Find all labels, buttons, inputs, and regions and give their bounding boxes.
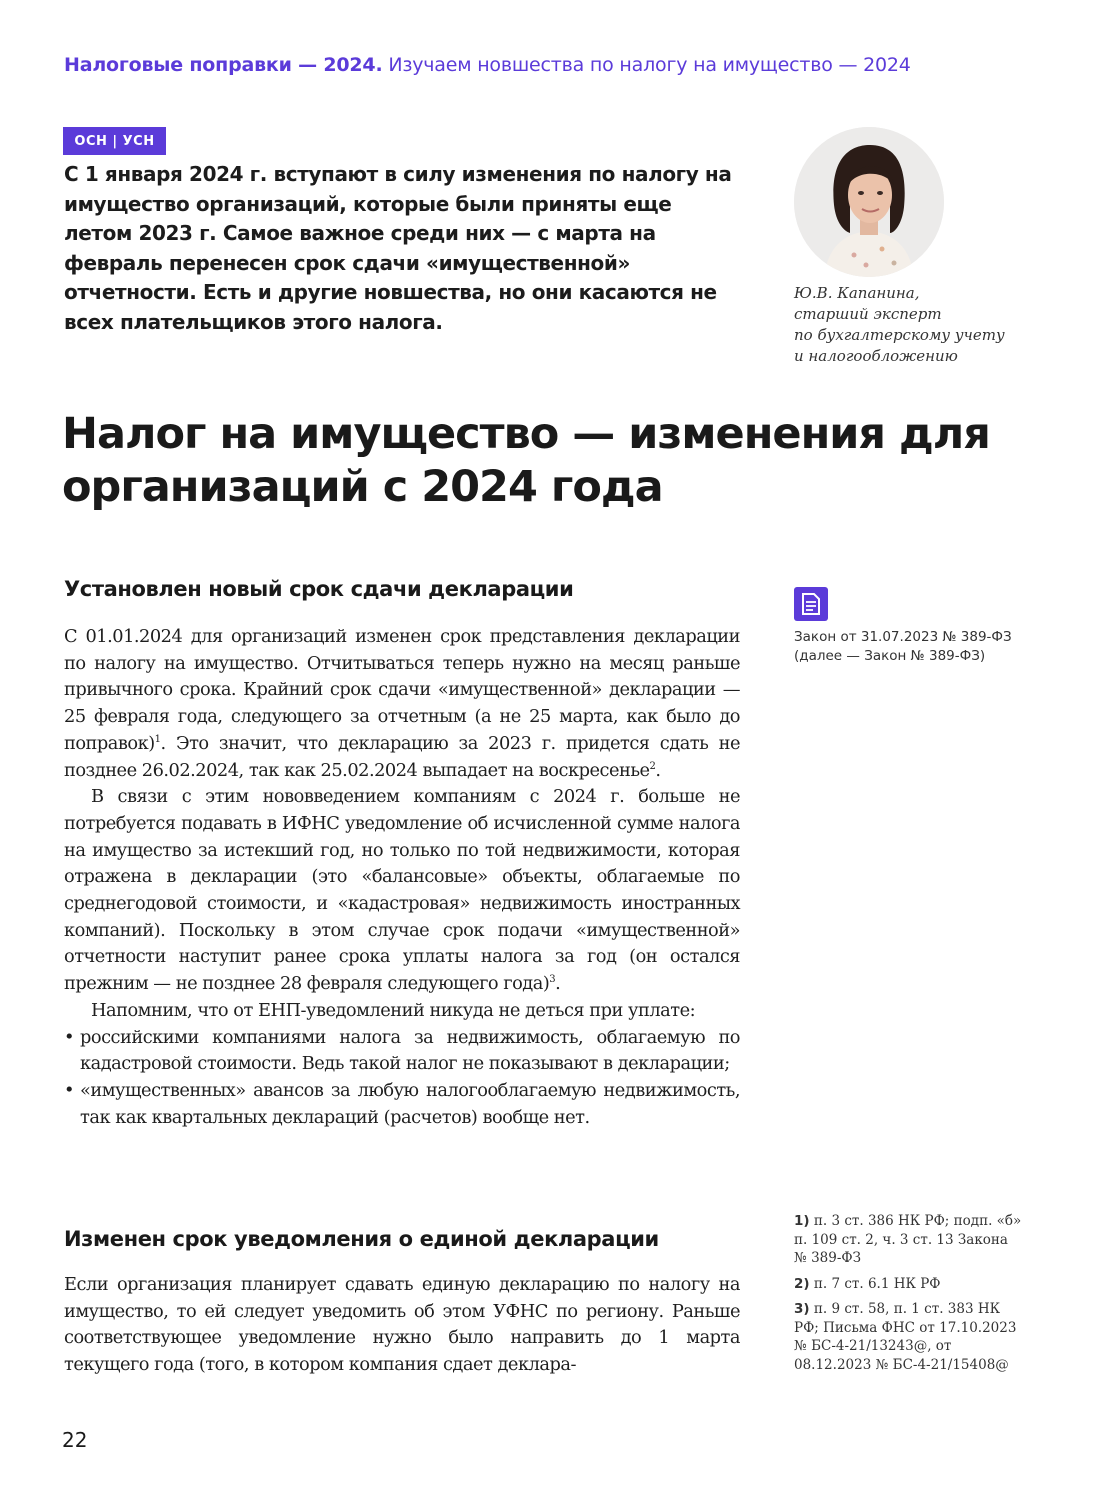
footnote-ref[interactable]: 1 [154, 733, 161, 745]
lead-paragraph: С 1 января 2024 г. вступают в силу изменения по налогу на имущество организаций, которые были приняты еще летом 2023 г. Самое важное среди них — с марта на февраль перенесен срок сдачи «имущественной» отчетности. Есть и другие новшества, но они касаются не всех плательщиков этого налога. [64, 162, 732, 334]
author-position-line: старший эксперт [794, 305, 942, 323]
section-heading-notification: Изменен срок уведомления о единой декларации [64, 1227, 659, 1251]
paragraph: Напомним, что от ЕНП-уведомлений никуда не деться при уплате: [91, 999, 696, 1021]
author-portrait-icon [794, 127, 944, 277]
section-body-deadline [64, 624, 740, 1131]
law-abbrev: (далее — Закон № 389-ФЗ) [794, 648, 986, 664]
article-title: Налог на имущество — изменения для организаций с 2024 года [62, 409, 990, 512]
tax-regime-badge: ОСН | УСН [63, 127, 166, 155]
list-item: • российскими компаниями налога за недвижимость, облагаемую по кадастровой стоимости. Ведь такой налог не показывают в декларации; [64, 1026, 740, 1075]
law-reference-note [794, 628, 1054, 666]
author-position-line: и налогообложению [794, 347, 958, 365]
author-photo [794, 127, 944, 277]
author-name: Ю.В. Капанина, [794, 284, 920, 302]
footnotes [794, 1212, 1024, 1381]
footnote-ref[interactable]: 3 [549, 974, 556, 986]
section-title: Изучаем новшества по налогу на имущество — 2024 [388, 54, 911, 76]
bullet-icon: • [64, 1079, 74, 1101]
footnote: 3) п. 9 ст. 58, п. 1 ст. 383 НК РФ; Письма ФНС от 17.10.2023 № БС-4-21/13243@, от 08.12.2023 № БС-4-21/15408@ [794, 1301, 1017, 1373]
paragraph: В связи с этим нововведением компаниям с 2024 г. больше не потребуется подавать в ИФНС уведомление об исчисленной сумме налога на имущество за истекший год, но только по той недвижимости, которая отражена в декларации (это «балансовые» объекты, облагаемые по среднегодовой стоимости, и «кадастровая» недвижимость иностранных компаний). Поскольку в этом случае срок подачи «имущественной» отчетности наступит ранее срока уплаты налога за год (он остался прежним — не позднее 28 февраля следующего года)$^3$. [64, 786, 740, 995]
law-link[interactable]: Закон от 31.07.2023 № 389-ФЗ [794, 629, 1012, 645]
section-heading-deadline: Установлен новый срок сдачи декларации [64, 577, 574, 601]
bullet-list [64, 1025, 740, 1132]
footnote-ref[interactable]: 2 [649, 760, 656, 772]
document-icon[interactable] [794, 587, 828, 621]
page-number: 22 [62, 1428, 88, 1452]
section-label: Налоговые поправки — 2024. [64, 54, 383, 76]
list-item: • «имущественных» авансов за любую налогооблагаемую недвижимость, так как квартальных деклараций (расчетов) вообще нет. [64, 1079, 740, 1128]
running-head [64, 54, 1064, 76]
paragraph: С 01.01.2024 для организаций изменен срок представления декларации по налогу на имущество. Отчитываться теперь нужно на месяц раньше привычного срока. Крайний срок сдачи «имущественной» декларации — 25 февраля года, следующего за отчетным (а не 25 марта, как было до поправок)$^1$. Это значит, что декларацию за 2023 г. придется сдать не позднее 26.02.2024, так как 25.02.2024 выпадает на воскресенье$^2$. [64, 626, 740, 781]
paragraph: Если организация планирует сдавать единую декларацию по налогу на имущество, то ей следует уведомить об этом УФНС по региону. Раньше соответствующее уведомление нужно было направить до 1 марта текущего года (того, в котором компания сдает деклара- [64, 1274, 740, 1376]
footnote: 2) п. 7 ст. 6.1 НК РФ [794, 1275, 941, 1292]
bullet-icon: • [64, 1026, 74, 1048]
section-body-notification [64, 1272, 740, 1379]
author-caption [794, 283, 1054, 367]
author-position-line: по бухгалтерскому учету [794, 326, 1005, 344]
footnote: 1) п. 3 ст. 386 НК РФ; подп. «б» п. 109 ст. 2, ч. 3 ст. 13 Закона № 389-ФЗ [794, 1213, 1022, 1266]
